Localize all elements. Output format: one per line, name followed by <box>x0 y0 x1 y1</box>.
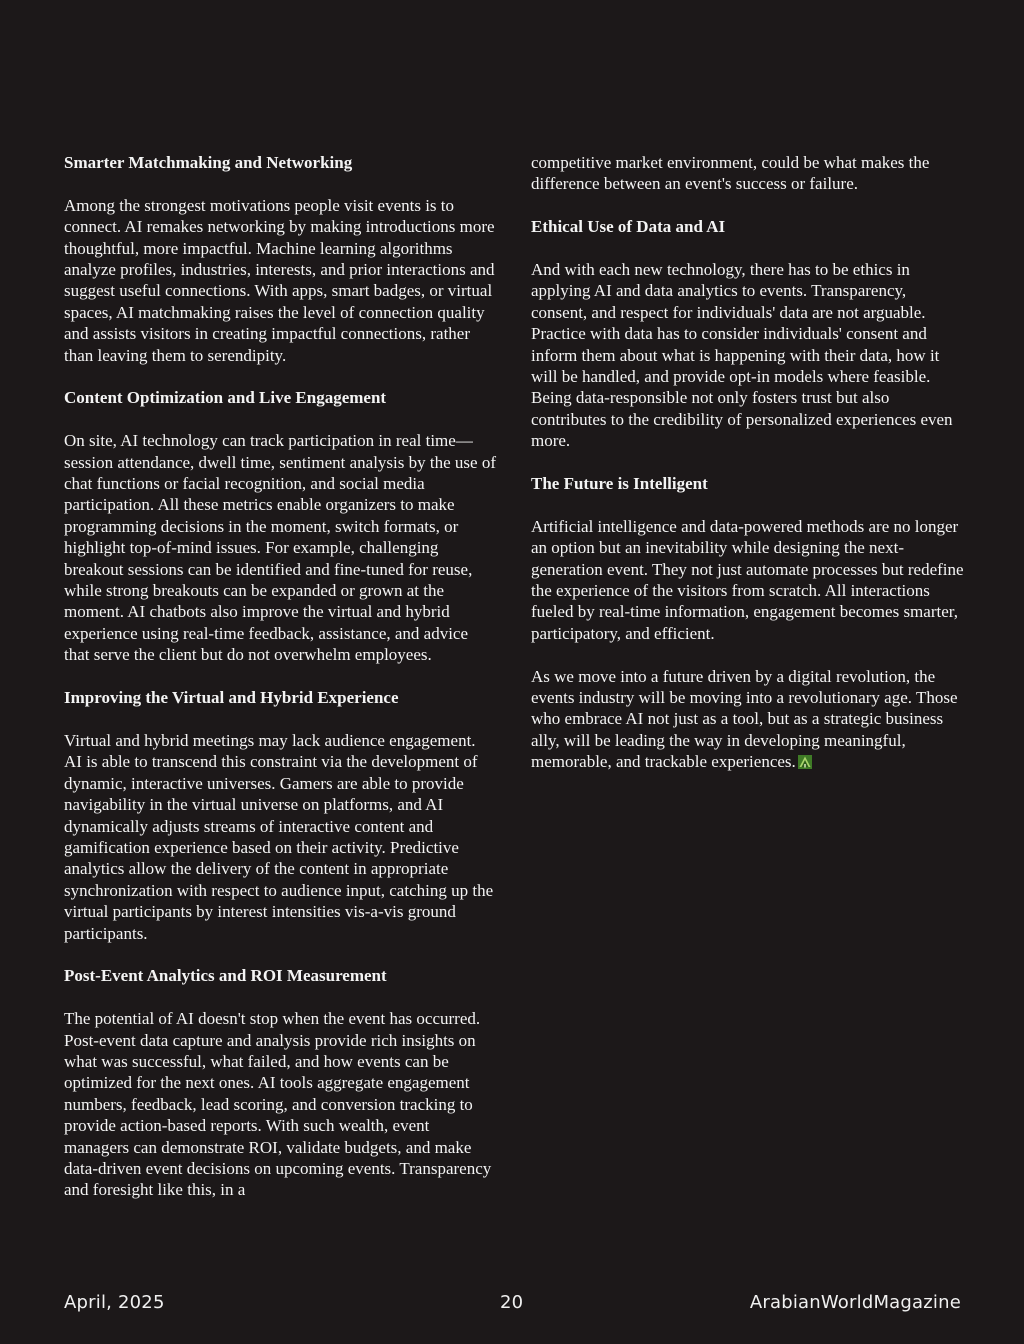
footer-date: April, 2025 <box>64 1292 165 1313</box>
section-paragraph: And with each new technology, there has to be ethics in applying AI and data analytics to events. Transparency, consent, and respect for individuals' data are not arguable. Practice with data has to consider individuals' consent and inform them about what is happening with their data, how it will be handled, and provide opt-in models where feasible. Being data-responsible not only fosters trust but also contributes to the credibility of personalized experiences even more. <box>531 260 953 451</box>
section-paragraph: Artificial intelligence and data-powered methods are no longer an option but an inevitability while designing the next-generation event. They not just automate processes but redefine the experience of the visitors from scratch. All interactions fueled by real-time information, engagement becomes smarter, participatory, and efficient. <box>531 516 964 643</box>
section-heading: Smarter Matchmaking and Networking <box>64 153 353 172</box>
section-paragraph: Virtual and hybrid meetings may lack audience engagement. AI is able to transcend this constraint via the development of dynamic, interactive universes. Gamers are able to provide navigability in the virtual universe on platforms, and AI dynamically adjusts streams of interactive content and gamification experience based on their activity. Predictive analytics allow the delivery of the content in appropriate synchronization with respect to audience input, catching up the virtual participants by interest intensities vis-a-vis ground participants. <box>64 730 494 943</box>
section-paragraph: On site, AI technology can track participation in real time—session attendance, dwell time, sentiment analysis by the use of chat functions or facial recognition, and social media participation. All these metrics enable organizers to make programming decisions in the moment, switch formats, or highlight top-of-mind issues. For example, challenging breakout sessions can be identified and fine-tuned for reuse, while strong breakouts can be expanded or grown at the moment. AI chatbots also improve the virtual and hybrid experience using real-time feedback, assistance, and advice that serve the client but do not overwhelm employees. <box>64 431 496 665</box>
tree-end-mark-icon <box>798 753 812 767</box>
left-column <box>64 152 496 1222</box>
section-paragraph: The potential of AI doesn't stop when the event has occurred. Post-event data capture and analysis provide rich insights on what was successful, what failed, and how events can be optimized for the next ones. AI tools aggregate engagement numbers, feedback, lead scoring, and conversion tracking to provide action-based reports. With such wealth, event managers can demonstrate ROI, validate budgets, and make data-driven event decisions on upcoming events. Transparency and foresight like this, in a <box>64 1009 492 1200</box>
right-column <box>531 152 965 794</box>
page-number: 20 <box>500 1292 524 1313</box>
section-heading: Improving the Virtual and Hybrid Experience <box>64 688 399 708</box>
section-heading: Content Optimization and Live Engagement <box>64 388 387 408</box>
section-heading: Post-Event Analytics and ROI Measurement <box>64 966 387 986</box>
closing-paragraph <box>531 666 965 773</box>
section-heading: Ethical Use of Data and AI <box>531 217 726 237</box>
continued-paragraph: competitive market environment, could be what makes the difference between an event's success or failure. <box>531 153 930 194</box>
closing-text: As we move into a future driven by a digital revolution, the events industry will be moving into a revolutionary age. Those who embrace AI not just as a tool, but as a strategic business ally, will be leading the way in developing meaningful, memorable, and trackable experiences. <box>531 666 958 772</box>
section-paragraph: Among the strongest motivations people visit events is to connect. AI remakes networking by making introductions more thoughtful, more impactful. Machine learning algorithms analyze profiles, industries, interests, and prior interactions and suggest useful connections. With apps, smart badges, or virtual spaces, AI matchmaking raises the level of connection quality and assists visitors in creating impactful connections, rather than leaving them to serendipity. <box>64 195 495 365</box>
magazine-brand: ArabianWorldMagazine <box>749 1292 961 1313</box>
section-heading: The Future is Intelligent <box>531 474 708 494</box>
